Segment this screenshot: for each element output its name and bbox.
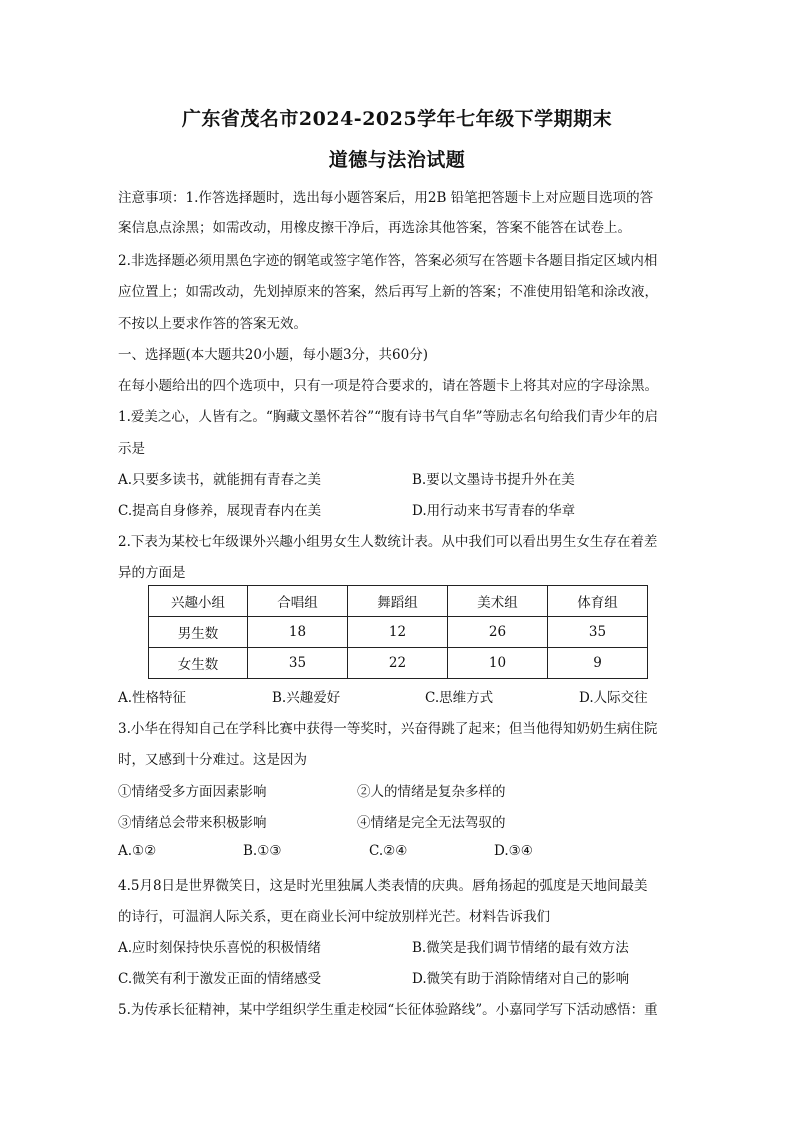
q3-stem-line-1: 3.小华在得知自己在学科比赛中获得一等奖时，兴奋得跳了起来；但当他得知奶奶生病住院 xyxy=(118,721,658,737)
table-row xyxy=(149,617,648,648)
q3-statement-2: ②人的情绪是复杂多样的 xyxy=(357,784,506,800)
table-cell: 12 xyxy=(348,617,448,648)
section-instruction: 在每小题给出的四个选项中，只有一项是符合要求的，请在答题卡上将其对应的字母涂黑。 xyxy=(118,378,658,394)
q4-stem-line-2: 的诗行，可温润人际关系，更在商业长河中绽放别样光芒。材料告诉我们 xyxy=(118,909,550,925)
q4-option-a: A.应时刻保持快乐喜悦的积极情绪 xyxy=(118,940,322,956)
q3-option-c: C.②④ xyxy=(369,843,408,859)
q4-option-d: D.微笑有助于消除情绪对自己的影响 xyxy=(412,971,630,987)
table-header-cell: 兴趣小组 xyxy=(149,586,248,617)
q1-stem-line-2: 示是 xyxy=(118,441,145,457)
table-cell: 9 xyxy=(548,648,648,679)
table-header-cell: 体育组 xyxy=(548,586,648,617)
page-title: 广东省茂名市2024-2025学年七年级下学期期末 xyxy=(181,108,613,130)
table-header-cell: 舞蹈组 xyxy=(348,586,448,617)
q3-statement-3: ③情绪总会带来积极影响 xyxy=(118,815,267,831)
notice-line-3: 2.非选择题必须用黑色字迹的钢笔或签字笔作答，答案必须写在答题卡各题目指定区域内相 xyxy=(118,253,658,269)
q3-statement-1: ①情绪受多方面因素影响 xyxy=(118,784,267,800)
section-heading: 一、选择题(本大题共20小题，每小题3分，共60分) xyxy=(118,347,428,363)
table-cell: 18 xyxy=(248,617,348,648)
table-cell: 女生数 xyxy=(149,648,248,679)
q1-stem-line-1: 1.爱美之心，人皆有之。“胸藏文墨怀若谷”“腹有诗书气自华”等励志名句给我们青少年的启 xyxy=(118,409,658,425)
q4-stem-line-1: 4.5月8日是世界微笑日，这是时光里独属人类表情的庆典。唇角扬起的弧度是天地间最美 xyxy=(118,878,648,894)
q2-option-a: A.性格特征 xyxy=(118,690,187,706)
table-cell: 男生数 xyxy=(149,617,248,648)
table-cell: 35 xyxy=(248,648,348,679)
q3-option-a: A.①② xyxy=(118,843,157,859)
q3-option-b: B.①③ xyxy=(243,843,282,859)
table-cell: 35 xyxy=(548,617,648,648)
table-header-cell: 美术组 xyxy=(448,586,548,617)
q3-statement-4: ④情绪是完全无法驾驭的 xyxy=(357,815,506,831)
q2-option-c: C.思维方式 xyxy=(425,690,494,706)
q1-option-c: C.提高自身修养，展现青春内在美 xyxy=(118,503,322,519)
q3-stem-line-2: 时，又感到十分难过。这是因为 xyxy=(118,752,307,768)
notice-line-4: 应位置上；如需改动，先划掉原来的答案，然后再写上新的答案；不准使用铅笔和涂改液， xyxy=(118,284,658,300)
notice-line-5: 不按以上要求作答的答案无效。 xyxy=(118,316,307,332)
q3-option-d: D.③④ xyxy=(494,843,533,859)
notice-line-2: 案信息点涂黑；如需改动，用橡皮擦干净后，再选涂其他答案，答案不能答在试卷上。 xyxy=(118,220,631,236)
q1-option-d: D.用行动来书写青春的华章 xyxy=(412,503,576,519)
q1-option-b: B.要以文墨诗书提升外在美 xyxy=(412,472,575,488)
page-subtitle: 道德与法治试题 xyxy=(328,149,466,171)
table-header-cell: 合唱组 xyxy=(248,586,348,617)
table-cell: 10 xyxy=(448,648,548,679)
table-cell: 26 xyxy=(448,617,548,648)
notice-line-1: 注意事项：1.作答选择题时，选出每小题答案后，用2B 铅笔把答题卡上对应题目选项的答 xyxy=(118,190,654,206)
q2-option-d: D.人际交往 xyxy=(579,690,648,706)
q1-option-a: A.只要多读书，就能拥有青春之美 xyxy=(118,472,322,488)
table-row xyxy=(149,648,648,679)
table-header-row xyxy=(149,586,648,617)
q2-stem-line-1: 2.下表为某校七年级课外兴趣小组男女生人数统计表。从中我们可以看出男生女生存在着差 xyxy=(118,534,658,550)
q2-stem-line-2: 异的方面是 xyxy=(118,565,186,581)
q5-stem-line-1: 5.为传承长征精神，某中学组织学生重走校园“长征体验路线”。小嘉同学写下活动感悟：重 xyxy=(118,1002,658,1018)
q2-stats-table xyxy=(148,585,648,679)
q4-option-c: C.微笑有利于激发正面的情绪感受 xyxy=(118,971,322,987)
q4-option-b: B.微笑是我们调节情绪的最有效方法 xyxy=(412,940,629,956)
q2-option-b: B.兴趣爱好 xyxy=(272,690,341,706)
table-cell: 22 xyxy=(348,648,448,679)
